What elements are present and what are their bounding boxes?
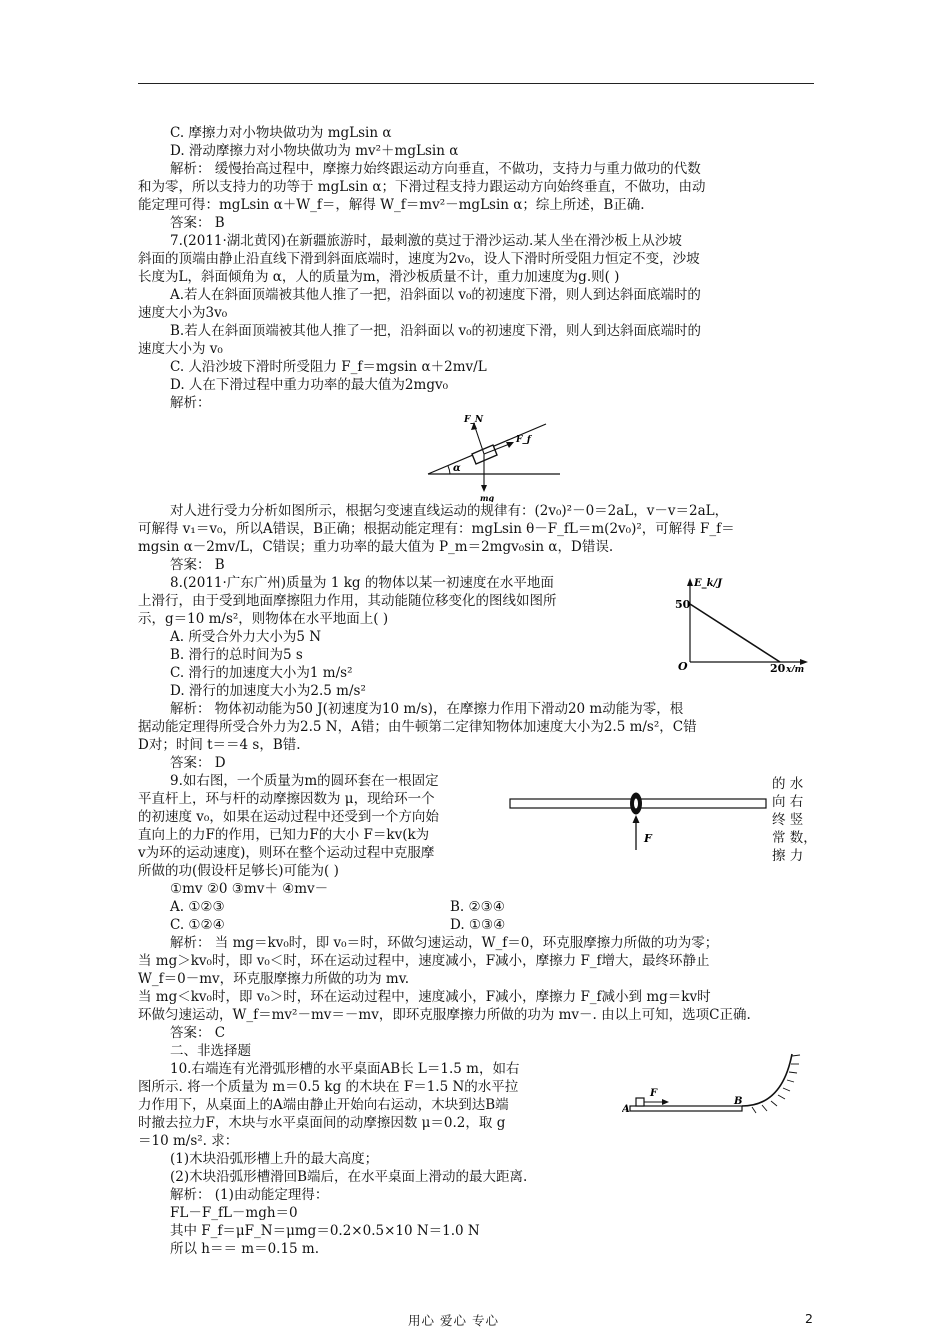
q8-option-d: D. 滑行的加速度大小为2.5 m/s²	[170, 683, 366, 699]
q7-stem: 长度为L，斜面倾角为 α，人的质量为m，滑沙板质量不计，重力加速度为g.则( )	[138, 269, 620, 285]
q6-analysis-line: 能定理可得：mgLsin α＋W_f＝，解得 W_f＝mv²－mgLsin α；综上所述，B正确.	[138, 197, 645, 213]
section-title: 二、非选择题	[170, 1043, 251, 1059]
q8-option-a: A. 所受合外力大小为5 N	[170, 629, 322, 645]
q8-analysis-line: 据动能定理得所受合外力为2.5 N，A错；由牛顿第二定律知物体加速度大小为2.5 m/s²，C错	[138, 719, 697, 735]
q7-analysis-line: 可解得 v₁＝v₀，所以A错误，B正确；根据动能定理有：mgLsin θ－F_fL＝m(2v₀)²，可解得 F_f＝	[138, 521, 735, 537]
q9-right-text: 的 水	[772, 776, 804, 792]
q6-analysis-line: 解析： 缓慢抬高过程中，摩擦力始终跟运动方向垂直，不做功，支持力与重力做功的代数	[170, 161, 701, 177]
q7-option-d: D. 人在下滑过程中重力功率的最大值为2mgv₀	[170, 377, 448, 393]
q9-analysis-line: 当 mg＞kv₀时，即 v₀＜时，环在运动过程中，速度减小，F减小，摩擦力 F_f增大，最终环静止	[138, 953, 710, 969]
ring-rod-diagram	[508, 790, 770, 856]
origin-label: O	[678, 660, 688, 672]
q9-stem: 的初速度 v₀，如果在运动过程中还受到一个方向始	[138, 809, 439, 825]
footer-text: 用心 爱心 专心	[408, 1313, 499, 1328]
q8-stem: 上滑行，由于受到地面摩擦阻力作用，其动能随位移变化的图线如图所	[138, 593, 557, 609]
q8-answer: 答案： D	[170, 755, 226, 771]
x-axis-label: x/m	[786, 665, 805, 672]
table-surface	[630, 1106, 742, 1111]
incline-force-diagram	[420, 410, 570, 502]
q10-equation: 其中 F_f＝μF_N＝μmg＝0.2×0.5×10 N＝1.0 N	[170, 1223, 480, 1239]
q9-right-text: 擦 力	[772, 848, 804, 864]
q10-equation: 所以 h＝＝ m＝0.15 m.	[170, 1241, 320, 1257]
q9-answer: 答案： C	[170, 1025, 226, 1041]
q10-equation: FL－F_fL－mgh＝0	[170, 1205, 298, 1221]
q10-stem: 力作用下，从桌面上的A端由静止开始向右运动，木块到达B端	[138, 1097, 509, 1113]
q6-option-c: C. 摩擦力对小物块做功为 mgLsin α	[170, 125, 392, 141]
q9-option-c: C. ①②④	[170, 917, 225, 933]
q9-stem: 平直杆上，环与杆的动摩擦因数为 μ，现给环一个	[138, 791, 435, 807]
q10-stem: 10.右端连有光滑弧形槽的水平桌面AB长 L＝1.5 m，如右	[170, 1061, 520, 1077]
b-label: B	[734, 1096, 743, 1107]
q9-stem: 9.如右图，一个质量为m的圆环套在一根固定	[170, 773, 439, 789]
q10-stem: ＝10 m/s². 求：	[138, 1133, 239, 1149]
q7-analysis-line: mgsin α－2mv/L，C错误；重力功率的最大值为 P_m＝2mgv₀sin α，D错误.	[138, 539, 614, 555]
f-label: F	[644, 832, 652, 845]
energy-line	[690, 604, 780, 662]
q8-option-c: C. 滑行的加速度大小为1 m/s²	[170, 665, 353, 681]
ff-label: F_f	[516, 435, 531, 445]
fn-label: F_N	[464, 415, 484, 425]
q7-option-b: B.若人在斜面顶端被其他人推了一把，沿斜面以 v₀的初速度下滑，则人到达斜面底端时的	[170, 323, 702, 339]
y-axis-label: E_k/J	[694, 578, 722, 589]
energy-displacement-graph	[672, 572, 812, 672]
a-label: A	[622, 1104, 630, 1115]
q9-option-d: D. ①③④	[450, 917, 506, 933]
q7-option-b: 速度大小为 v₀	[138, 341, 223, 357]
q9-analysis-line: 当 mg＜kv₀时，即 v₀＞时，环在运动过程中，速度减小，F减小，摩擦力 F_f减小到 mg＝kv时	[138, 989, 711, 1005]
q6-analysis-line: 和为零，所以支持力的功等于 mgLsin α；下滑过程支持力跟运动方向始终垂直，不做功，由动	[138, 179, 706, 195]
q7-option-a: 速度大小为3v₀	[138, 305, 228, 321]
q10-stem: 时撤去拉力F，木块与水平桌面间的动摩擦因数 μ＝0.2，取 g	[138, 1115, 506, 1131]
alpha-label: α	[453, 463, 461, 474]
mg-label: mg	[480, 493, 495, 502]
q8-analysis-line: D对；时间 t＝＝4 s，B错.	[138, 737, 301, 753]
q10-analysis-label: 解析： (1)由动能定理得：	[170, 1187, 329, 1203]
q9-right-text: 向 右	[772, 794, 804, 810]
page-number: 2	[805, 1311, 813, 1326]
q7-analysis-label: 解析：	[170, 395, 211, 411]
q8-stem: 示，g＝10 m/s²，则物体在水平地面上( )	[138, 611, 389, 627]
q9-stem: v为环的运动速度)，则环在整个运动过程中克服摩	[138, 845, 435, 861]
q9-right-text: 终 竖	[772, 812, 804, 828]
table-track-diagram	[622, 1050, 818, 1124]
q9-option-b: B. ②③④	[450, 899, 505, 915]
q9-analysis-line: 环做匀速运动，W_f＝mv²－mv＝－mv，即环克服摩擦力所做的功为 mv－. 由以上可知，选项C正确.	[138, 1007, 751, 1023]
block	[636, 1098, 644, 1106]
q7-answer: 答案： B	[170, 557, 225, 573]
q9-option-a: A. ①②③	[170, 899, 225, 915]
q8-stem: 8.(2011·广东广州)质量为 1 kg 的物体以某一初速度在水平地面	[170, 575, 554, 591]
q7-option-c: C. 人沿沙坡下滑时所受阻力 F_f＝mgsin α＋2mv/L	[170, 359, 487, 375]
q6-answer: 答案： B	[170, 215, 225, 231]
q6-option-d: D. 滑动摩擦力对小物块做功为 mv²＋mgLsin α	[170, 143, 459, 159]
track-hatching	[752, 1055, 800, 1113]
q7-option-a: A.若人在斜面顶端被其他人推了一把，沿斜面以 v₀的初速度下滑，则人到达斜面底端时的	[170, 287, 701, 303]
q8-option-b: B. 滑行的总时间为5 s	[170, 647, 303, 663]
q9-right-text: 常 数，	[772, 830, 817, 846]
q10-stem: 图所示. 将一个质量为 m＝0.5 kg 的木块在 F＝1.5 N的水平拉	[138, 1079, 519, 1095]
q7-analysis-line: 对人进行受力分析如图所示，根据匀变速直线运动的规律有：(2v₀)²－0＝2aL，v－v＝2aL，	[170, 503, 729, 519]
q10-question-2: (2)木块沿弧形槽滑回B端后，在水平桌面上滑动的最大距离.	[170, 1169, 528, 1185]
q9-stem: 所做的功(假设杆足够长)可能为( )	[138, 863, 339, 879]
q10-question-1: (1)木块沿弧形槽上升的最大高度；	[170, 1151, 379, 1167]
x-tick-20: 20	[770, 662, 786, 672]
q7-stem: 7.(2011·湖北黄冈)在新疆旅游时，最刺激的莫过于滑沙运动.某人坐在滑沙板上从沙坡	[170, 233, 682, 249]
y-tick-50: 50	[675, 598, 691, 611]
q9-stem: 直向上的力F的作用，已知力F的大小 F＝kv(k为	[138, 827, 430, 843]
q9-analysis-line: 解析： 当 mg＝kv₀时，即 v₀＝时，环做匀速运动，W_f＝0，环克服摩擦力所做的功为零；	[170, 935, 719, 951]
q8-analysis-line: 解析： 物体初动能为50 J(初速度为10 m/s)，在摩擦力作用下滑动20 m动能为零，根	[170, 701, 684, 717]
f-label: F	[650, 1088, 658, 1099]
q7-stem: 斜面的顶端由静止沿直线下滑到斜面底端时，速度为2v₀，设人下滑时所受阻力恒定不变，沙坡	[138, 251, 700, 267]
q9-choices: ①mv ②0 ③mv＋ ④mv－	[170, 881, 329, 897]
q9-analysis-line: W_f＝0－mv，环克服摩擦力所做的功为 mv.	[138, 971, 410, 987]
header-rule	[138, 83, 814, 84]
